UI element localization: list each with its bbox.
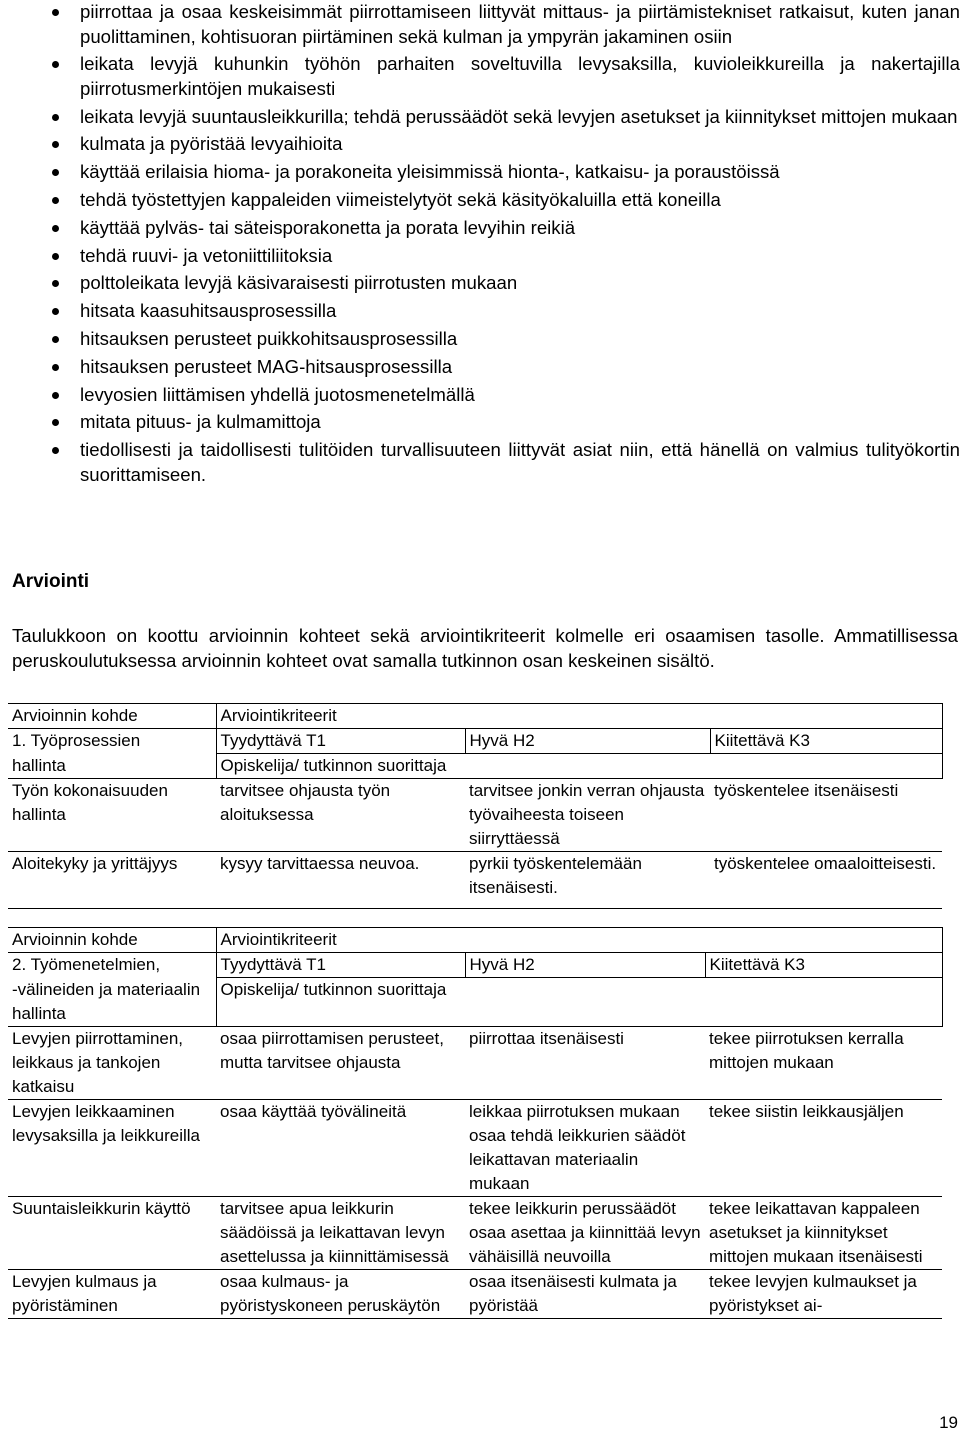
subheader: Opiskelija/ tutkinnon suorittaja (216, 754, 942, 779)
row-t1: osaa piirrottamisen perusteet, mutta tarvitsee ohjausta (216, 1026, 465, 1099)
table-row (8, 852, 942, 909)
list-item (0, 383, 960, 408)
bullet-icon (52, 336, 59, 343)
level-t1: Tyydyttävä T1 (216, 953, 465, 978)
section-heading: Arviointi (12, 571, 90, 592)
list-item-text: piirrottaa ja osaa keskeisimmät piirrottamiseen liittyvät mittaus- ja piirtämistekniset ratkaisut, kuten janan puolittaminen, kohtisuoran piirtäminen sekä kulman ja ympyrän jakaminen osiin (80, 1, 960, 47)
table-row (8, 1269, 942, 1318)
list-item-text: leikata levyjä suuntausleikkurilla; tehdä perussäädöt sekä levyjen asetukset ja kiinnitykset mittojen mukaan (80, 105, 958, 127)
list-item-text: hitsauksen perusteet MAG-hitsausprosessilla (80, 355, 453, 377)
level-h2: Hyvä H2 (465, 729, 710, 754)
bullet-icon (52, 280, 59, 287)
bullet-icon (52, 61, 59, 68)
list-item-text: tehdä ruuvi- ja vetoniittiliitoksia (80, 244, 333, 266)
table-subheader-row (8, 754, 942, 779)
col-header-criteria: Arviointikriteerit (216, 704, 942, 729)
row-h2: osaa itsenäisesti kulmata ja pyöristää (465, 1269, 705, 1318)
level-t1: Tyydyttävä T1 (216, 729, 465, 754)
bullet-icon (52, 114, 59, 121)
criteria-table-1 (8, 703, 943, 909)
row-t1: osaa käyttää työvälineitä (216, 1099, 465, 1196)
list-item-text: hitsauksen perusteet puikkohitsausprosessilla (80, 327, 458, 349)
col-header-criteria: Arviointikriteerit (216, 928, 942, 953)
subheader: Opiskelija/ tutkinnon suorittaja (216, 978, 942, 1027)
table-row (8, 1196, 942, 1269)
row-h2: tarvitsee jonkin verran ohjausta työvaiheesta toiseen siirryttäessä (465, 779, 710, 852)
bullet-icon (52, 419, 59, 426)
bullet-icon (52, 392, 59, 399)
bullet-icon (52, 308, 59, 315)
level-k3: Kiitettävä K3 (710, 729, 942, 754)
list-item (0, 132, 960, 157)
row-target: Levyjen leikkaaminen levysaksilla ja leikkureilla (8, 1099, 216, 1196)
list-item (0, 438, 960, 487)
topic-line-2: -välineiden ja materiaalin hallinta (8, 978, 216, 1027)
list-item (0, 355, 960, 380)
list-item-text: käyttää erilaisia hioma- ja porakoneita yleisimmissä hionta-, katkaisu- ja poraustöissä (80, 161, 780, 183)
list-item (0, 327, 960, 352)
bullet-icon (52, 141, 59, 148)
row-h2: tekee leikkurin perussäädöt osaa asettaa ja kiinnittää levyn vähäisillä neuvoilla (465, 1196, 705, 1269)
list-item (0, 271, 960, 296)
row-k3: tekee leikattavan kappaleen asetukset ja kiinnitykset mittojen mukaan itsenäisesti (705, 1196, 942, 1269)
row-t1: kysyy tarvittaessa neuvoa. (216, 852, 465, 909)
topic-line-1: 1. Työprosessien (12, 731, 141, 750)
list-item-text: tehdä työstettyjen kappaleiden viimeistelytyöt sekä käsityökaluilla että koneilla (80, 188, 721, 210)
bullet-icon (52, 364, 59, 371)
row-target: Levyjen piirrottaminen, leikkaus ja tankojen katkaisu (8, 1026, 216, 1099)
table-header-row (8, 704, 942, 729)
list-item (0, 160, 960, 185)
bullet-icon (52, 9, 59, 16)
list-item-text: levyosien liittämisen yhdellä juotosmenetelmällä (80, 383, 475, 405)
criteria-table-2 (8, 927, 943, 1319)
col-header-target: Arvioinnin kohde (8, 704, 216, 729)
row-k3: tekee levyjen kulmaukset ja pyöristykset ai- (705, 1269, 942, 1318)
row-target: Aloitekyky ja yrittäjyys (8, 852, 216, 909)
bullet-icon (52, 169, 59, 176)
list-item-text: leikata levyjä kuhunkin työhön parhaiten soveltuvilla levysaksilla, kuvioleikkureilla ja nakertajilla piirrotusmerkintöjen mukaisesti (80, 53, 960, 99)
table-levels-row (8, 953, 942, 978)
row-k3: työskentelee omaaloitteisesti. (710, 852, 942, 909)
topic-line-1: 2. Työmenetelmien, (12, 955, 161, 974)
list-item (0, 0, 960, 49)
row-h2: piirrottaa itsenäisesti (465, 1026, 705, 1099)
row-t1: osaa kulmaus- ja pyöristyskoneen peruskäytön (216, 1269, 465, 1318)
table-subheader-row (8, 978, 942, 1027)
row-target: Työn kokonaisuuden hallinta (8, 779, 216, 852)
list-item-text: käyttää pylväs- tai säteisporakonetta ja porata levyihin reikiä (80, 216, 576, 238)
level-h2: Hyvä H2 (465, 953, 705, 978)
list-item (0, 105, 960, 130)
list-item (0, 244, 960, 269)
row-target: Levyjen kulmaus ja pyöristäminen (8, 1269, 216, 1318)
table-levels-row (8, 729, 942, 754)
list-item-text: polttoleikata levyjä käsivaraisesti piirrotusten mukaan (80, 272, 518, 294)
list-item-text: hitsata kaasuhitsausprosessilla (80, 300, 337, 322)
list-item (0, 410, 960, 435)
bullet-icon (52, 447, 59, 454)
page-number: 19 (939, 1413, 958, 1432)
list-item-text: mitata pituus- ja kulmamittoja (80, 411, 321, 433)
table-row (8, 1026, 942, 1099)
table-header-row (8, 928, 942, 953)
bullet-icon (52, 197, 59, 204)
level-k3: Kiitettävä K3 (705, 953, 942, 978)
list-item-text: kulmata ja pyöristää levyaihioita (80, 133, 343, 155)
row-h2: pyrkii työskentelemään itsenäisesti. (465, 852, 710, 909)
row-t1: tarvitsee ohjausta työn aloituksessa (216, 779, 465, 852)
bullet-icon (52, 225, 59, 232)
row-k3: tekee siistin leikkausjäljen (705, 1099, 942, 1196)
col-header-target: Arvioinnin kohde (8, 928, 216, 953)
list-item (0, 216, 960, 241)
table-row (8, 1099, 942, 1196)
list-item (0, 188, 960, 213)
row-k3: työskentelee itsenäisesti (710, 779, 942, 852)
row-k3: tekee piirrotuksen kerralla mittojen mukaan (705, 1026, 942, 1099)
list-item (0, 299, 960, 324)
bullet-icon (52, 253, 59, 260)
row-h2: leikkaa piirrotuksen mukaan osaa tehdä leikkurien säädöt leikattavan materiaalin mukaan (465, 1099, 705, 1196)
table-row (8, 779, 942, 852)
topic-line-2: hallinta (8, 754, 216, 779)
list-item-text: tiedollisesti ja taidollisesti tulitöiden turvallisuuteen liittyvät asiat niin, että hänellä on valmius tulityökortin suorittamiseen. (80, 439, 960, 485)
learning-goals-list (0, 0, 960, 487)
intro-paragraph: Taulukkoon on koottu arvioinnin kohteet sekä arviointikriteerit kolmelle eri osaamisen tasolle. Ammatillisessa peruskoulutuksessa arvioinnin kohteet ovat samalla tutkinnon osan keskeinen sisältö. (12, 625, 958, 671)
row-target: Suuntaisleikkurin käyttö (8, 1196, 216, 1269)
row-t1: tarvitsee apua leikkurin säädöissä ja leikattavan levyn asettelussa ja kiinnittämisessä (216, 1196, 465, 1269)
list-item (0, 52, 960, 101)
